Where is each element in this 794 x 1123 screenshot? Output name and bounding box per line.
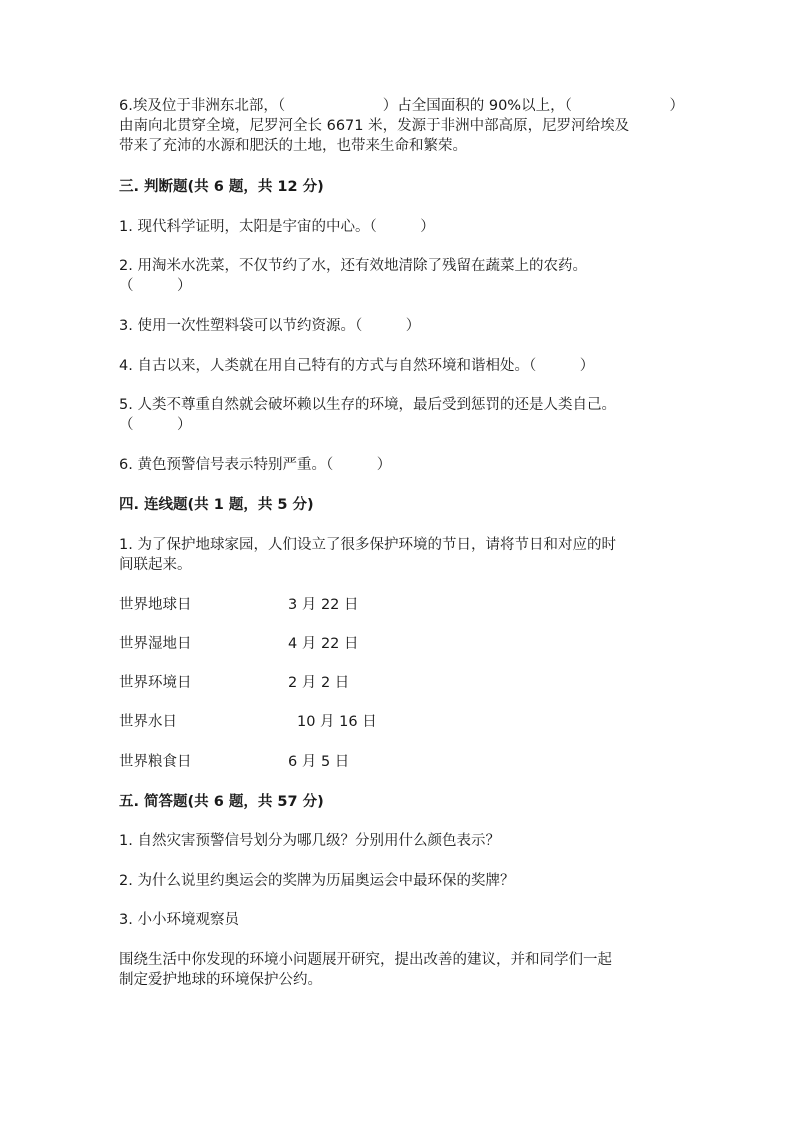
judgment-item-5 <box>119 395 684 435</box>
matching-question-1-line-2: 间联起来。 <box>119 557 192 573</box>
match-right-item: 6 月 5 日 <box>288 754 350 770</box>
fill-question-6-part-2: ）占全国面积的 90%以上，（ <box>382 98 572 114</box>
match-left-item: 世界地球日 <box>119 597 192 613</box>
section-3-heading: 三. 判断题(共 6 题，共 12 分) <box>119 179 324 195</box>
matching-question-1-line-1: 1. 为了保护地球家园，人们设立了很多保护环境的节日，请将节日和对应的时 <box>119 537 616 553</box>
judgment-item-2 <box>119 256 684 296</box>
section-5-heading: 五. 简答题(共 6 题，共 57 分) <box>119 794 324 810</box>
judgment-item-1: 1. 现代科学证明，太阳是宇宙的中心。（ ） <box>119 219 435 235</box>
fill-question-6-line-3: 带来了充沛的水源和肥沃的土地，也带来生命和繁荣。 <box>119 138 467 154</box>
match-right-item: 10 月 16 日 <box>297 714 377 730</box>
short-answer-question-3-title: 3. 小小环境观察员 <box>119 912 239 928</box>
fill-question-6 <box>119 96 684 156</box>
match-left-item: 世界水日 <box>119 714 177 730</box>
judgment-item-2-answer-blank: （ ） <box>119 278 192 294</box>
judgment-item-6: 6. 黄色预警信号表示特别严重。（ ） <box>119 457 392 473</box>
short-answer-question-3-line-1: 围绕生活中你发现的环境小问题展开研究，提出改善的建议，并和同学们一起 <box>119 952 612 968</box>
judgment-item-5-text: 5. 人类不尊重自然就会破坏赖以生存的环境，最后受到惩罚的还是人类自己。 <box>119 397 616 413</box>
judgment-item-2-text: 2. 用淘米水洗菜，不仅节约了水，还有效地清除了残留在蔬菜上的农药。 <box>119 258 587 274</box>
match-left-item: 世界湿地日 <box>119 636 192 652</box>
match-right-item: 3 月 22 日 <box>288 597 359 613</box>
matching-question-1 <box>119 535 684 575</box>
match-right-item: 4 月 22 日 <box>288 636 359 652</box>
match-left-item: 世界粮食日 <box>119 754 192 770</box>
match-right-item: 2 月 2 日 <box>288 675 350 691</box>
short-answer-question-3-line-2: 制定爱护地球的环境保护公约。 <box>119 972 322 988</box>
fill-question-6-line-1 <box>119 96 684 116</box>
section-4-heading: 四. 连线题(共 1 题，共 5 分) <box>119 497 314 513</box>
match-left-item: 世界环境日 <box>119 675 192 691</box>
fill-question-6-part-1: 6.埃及位于非洲东北部，（ <box>119 98 286 114</box>
short-answer-question-2: 2. 为什么说里约奥运会的奖牌为历届奥运会中最环保的奖牌？ <box>119 873 515 889</box>
judgment-item-4: 4. 自古以来，人类就在用自己特有的方式与自然环境和谐相处。（ ） <box>119 358 595 374</box>
judgment-item-5-answer-blank: （ ） <box>119 417 192 433</box>
judgment-item-3: 3. 使用一次性塑料袋可以节约资源。（ ） <box>119 318 421 334</box>
short-answer-question-1: 1. 自然灾害预警信号划分为哪几级？分别用什么颜色表示？ <box>119 833 500 849</box>
fill-question-6-part-3: ） <box>669 98 684 114</box>
fill-question-6-line-2: 由南向北贯穿全境，尼罗河全长 6671 米，发源于非洲中部高原，尼罗河给埃及 <box>119 118 630 134</box>
short-answer-question-3-body <box>119 950 684 990</box>
